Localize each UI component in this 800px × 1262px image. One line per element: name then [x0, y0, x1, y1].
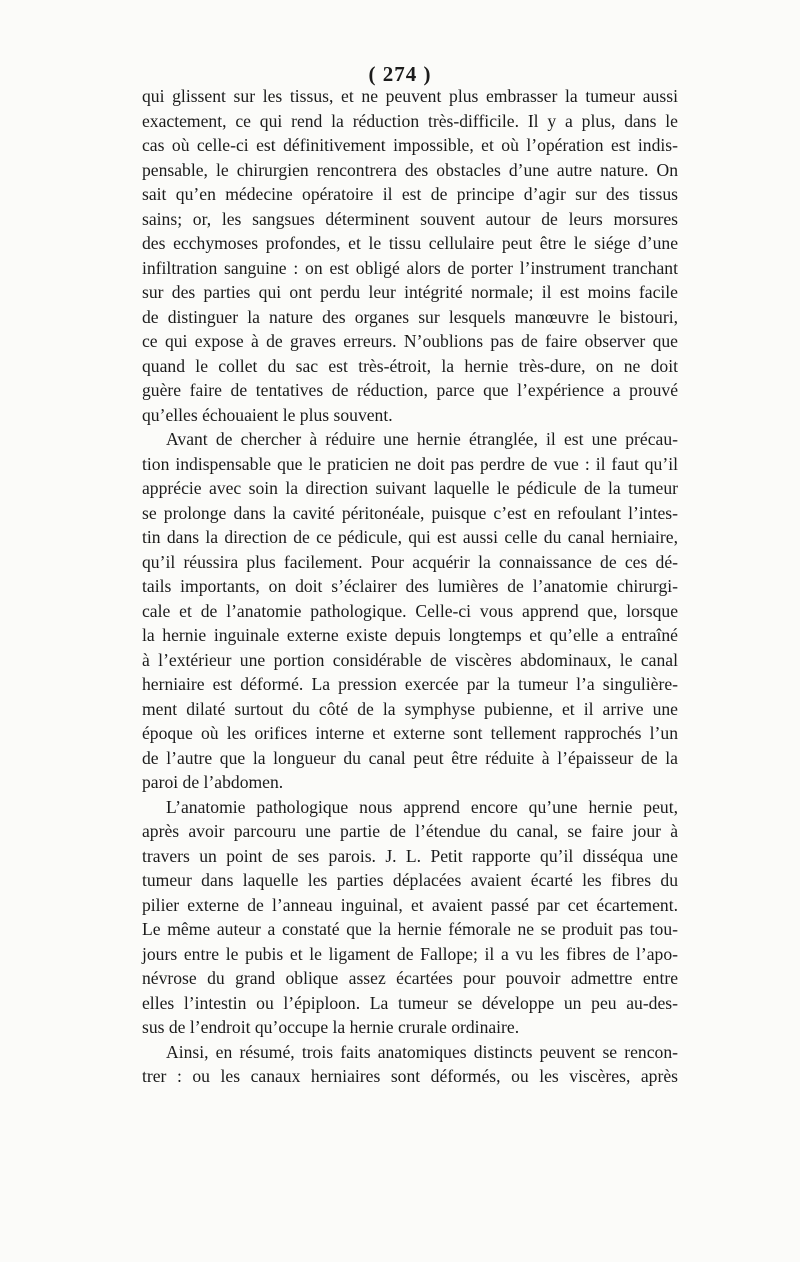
text-line: pensable, le chirurgien rencontrera des obstacles d’une autre nature. On	[142, 159, 678, 180]
text-line: tion indispensable que le praticien ne doit pas perdre de vue : il faut qu’il	[142, 453, 678, 474]
text-line: travers un point de ses parois. J. L. Petit rapporte qu’il disséqua une	[142, 845, 678, 866]
text-line: de l’autre que la longueur du canal peut être réduite à l’épaisseur de la	[142, 747, 678, 768]
text-line: Avant de chercher à réduire une hernie étranglée, il est une précau-	[166, 429, 678, 449]
text-line: ment dilaté surtout du côté de la symphyse pubienne, et il arrive une	[142, 698, 678, 719]
text-line: la hernie inguinale externe existe depuis longtemps et qu’elle a entraîné	[142, 625, 678, 645]
text-line: sus de l’endroit qu’occupe la hernie crurale ordinaire.	[142, 1017, 520, 1037]
text-line: ce qui expose à de graves erreurs. N’oublions pas de faire observer que	[142, 331, 678, 351]
text-line: cas où celle-ci est définitivement impossible, et où l’opération est indis-	[142, 135, 678, 155]
text-line: sains; or, les sangsues déterminent souvent autour de leurs morsures	[142, 208, 678, 229]
text-line: se prolonge dans la cavité péritonéale, puisque c’est en refoulant l’intes-	[142, 502, 678, 523]
text-line: tails importants, on doit s’éclairer des lumières de l’anatomie chirurgi-	[142, 576, 678, 596]
text-line: apprécie avec soin la direction suivant laquelle le pédicule de la tumeur	[142, 478, 678, 498]
text-line: Le même auteur a constaté que la hernie fémorale ne se produit pas tou-	[142, 919, 678, 939]
page-number: ( 274 )	[368, 62, 432, 86]
text-line: des ecchymoses profondes, et le tissu cellulaire peut être le siége d’une	[142, 233, 678, 253]
text-line: tumeur dans laquelle les parties déplacées avaient écarté les fibres du	[142, 870, 678, 890]
text-line: jours entre le pubis et le ligament de Fallope; il a vu les fibres de l’apo-	[142, 943, 678, 964]
text-line: guère faire de tentatives de réduction, parce que l’expérience a prouvé	[142, 380, 678, 400]
text-line: névrose du grand oblique assez écartées pour pouvoir admettre entre	[142, 968, 678, 988]
text-line: quand le collet du sac est très-étroit, la hernie très-dure, on ne doit	[142, 355, 678, 376]
text-line: elles l’intestin ou l’épiploon. La tumeur se développe un peu au-des-	[142, 992, 678, 1013]
text-line: L’anatomie pathologique nous apprend encore qu’une hernie peut,	[166, 796, 678, 817]
text-line: pilier externe de l’anneau inguinal, et avaient passé par cet écartement.	[142, 894, 678, 915]
body-text	[142, 84, 678, 1089]
text-line: sait qu’en médecine opératoire il est de principe d’agir sur des tissus	[142, 184, 678, 204]
text-line: époque où les orifices interne et externe sont tellement rapprochés l’un	[142, 723, 678, 743]
text-line: de distinguer la nature des organes sur lesquels manœuvre le bistouri,	[142, 306, 678, 327]
text-line: après avoir parcouru une partie de l’étendue du canal, se faire jour à	[142, 821, 678, 841]
text-line: infiltration sanguine : on est obligé alors de porter l’instrument tranchant	[142, 257, 678, 278]
text-line: sur des parties qui ont perdu leur intégrité normale; il est moins facile	[142, 282, 678, 302]
text-line: qu’il réussira plus facilement. Pour acquérir la connaissance de ces dé-	[142, 551, 678, 572]
text-line: paroi de l’abdomen.	[142, 772, 284, 792]
text-line: qu’elles échouaient le plus souvent.	[142, 404, 393, 425]
text-line: trer : ou les canaux herniaires sont déformés, ou les viscères, après	[142, 1066, 678, 1086]
text-line: à l’extérieur une portion considérable de viscères abdominaux, le canal	[142, 649, 678, 670]
text-line: qui glissent sur les tissus, et ne peuvent plus embrasser la tumeur aussi	[142, 86, 678, 106]
text-line: cale et de l’anatomie pathologique. Celle-ci vous apprend que, lorsque	[142, 600, 678, 621]
text-line: tin dans la direction de ce pédicule, qui est aussi celle du canal herniaire,	[142, 527, 678, 547]
text-line: exactement, ce qui rend la réduction très-difficile. Il y a plus, dans le	[142, 110, 678, 131]
text-line: Ainsi, en résumé, trois faits anatomiques distincts peuvent se rencon-	[166, 1041, 678, 1062]
text-line: herniaire est déformé. La pression exercée par la tumeur l’a singulière-	[142, 674, 678, 694]
